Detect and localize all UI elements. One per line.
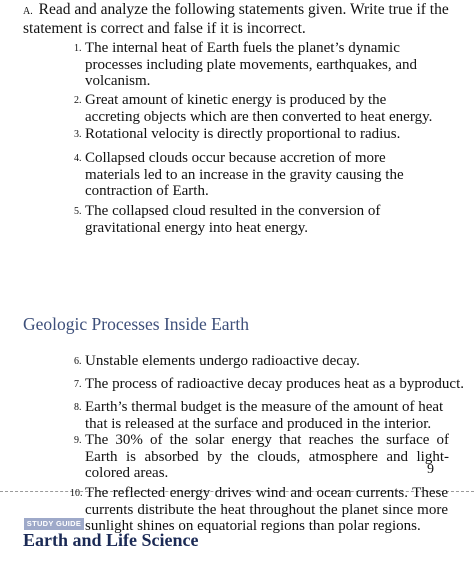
item-number: 6. [74, 356, 82, 367]
instruction [23, 2, 463, 37]
item-number: 5. [74, 206, 82, 217]
item-number: 1. [74, 43, 82, 54]
item-text: The internal heat of Earth fuels the planet’s dynamic processes including plate movements, earthquakes, and volcanism. [85, 40, 417, 89]
item-text: Collapsed clouds occur because accretion of more materials led to an increase in the gravity causing the contraction of Earth. [85, 150, 404, 199]
study-guide-badge: STUDY GUIDE [24, 518, 84, 530]
item-text: Unstable elements undergo radioactive decay. [85, 353, 360, 369]
item-text: The reflected energy drives wind and ocean currents. These currents distribute the heat throughout the planet since more sunlight shines on equatorial regions than polar regions. [85, 485, 448, 534]
item-text: The 30% of the solar energy that reaches the surface of Earth is absorbed by the clouds, atmosphere and light-colored areas. [85, 432, 449, 481]
list-item [70, 485, 448, 535]
item-text: The process of radioactive decay produces heat as a byproduct. [85, 376, 465, 392]
list-item [74, 40, 442, 90]
item-text: Earth’s thermal budget is the measure of the amount of heat that is released at the surface and produced in the interior. [85, 399, 444, 432]
item-text: Great amount of kinetic energy is produced by the accreting objects which are then converted to heat energy. [85, 92, 433, 125]
item-number: 3. [74, 129, 82, 140]
item-number: 9. [74, 435, 82, 446]
list-item [74, 92, 442, 125]
item-text: The collapsed cloud resulted in the conversion of gravitational energy into heat energy. [85, 203, 381, 236]
item-number: 4. [74, 153, 82, 164]
item-number: 8. [74, 402, 82, 413]
list-item [74, 150, 424, 200]
footer-title: Earth and Life Science [23, 530, 199, 550]
list-item [74, 432, 449, 482]
item-number: 10. [70, 488, 83, 499]
page-number: 9 [427, 462, 434, 477]
list-item [74, 399, 446, 432]
item-number: 7. [74, 379, 82, 390]
list-item [74, 126, 470, 143]
instruction-letter: A. [23, 6, 33, 17]
item-text: Rotational velocity is directly proportional to radius. [85, 126, 401, 142]
item-number: 2. [74, 95, 82, 106]
list-item [74, 353, 470, 370]
instruction-text: Read and analyze the following statements given. Write true if the statement is correct and false if it is incorrect. [23, 1, 449, 37]
list-item [74, 203, 424, 236]
list-item [74, 376, 470, 393]
section-title: Geologic Processes Inside Earth [23, 314, 249, 334]
